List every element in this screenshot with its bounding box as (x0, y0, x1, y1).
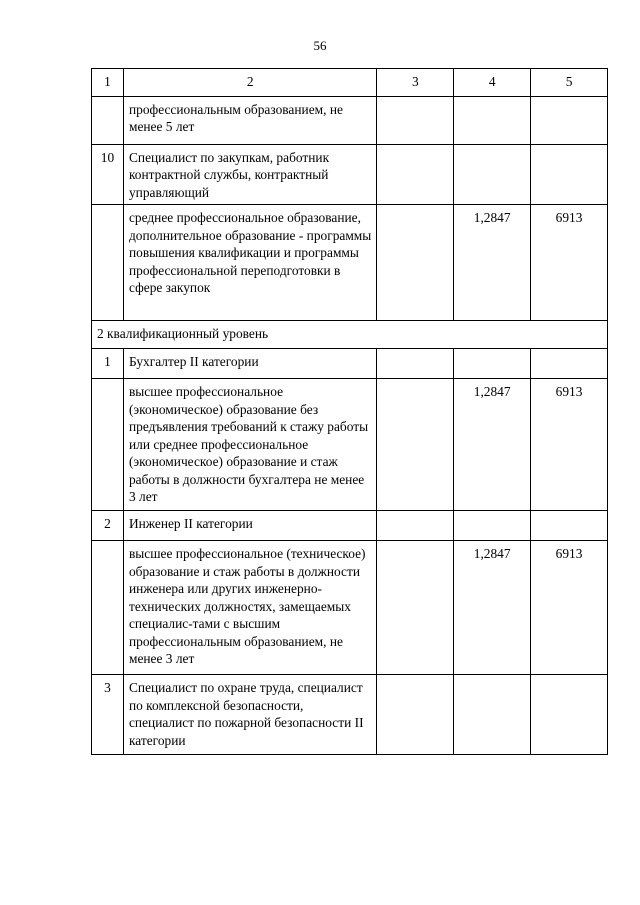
cell-col3 (377, 205, 454, 321)
cell-salary (531, 96, 608, 144)
row-number (92, 96, 124, 144)
table-row (92, 96, 608, 144)
cell-col3 (377, 349, 454, 379)
position-text: высшее профессиональное (экономическое) образование без предъявления требований к стажу работы или среднее профессиональное (экономическое) образование и стаж работы в должности бухгалтера не менее 3 лет (123, 379, 377, 511)
header-cell: 5 (531, 69, 608, 97)
row-number: 1 (92, 349, 124, 379)
cell-coefficient: 1,2847 (454, 541, 531, 675)
cell-salary (531, 144, 608, 205)
qualification-level-label: 2 квалификационный уровень (92, 321, 608, 349)
cell-coefficient (454, 144, 531, 205)
cell-salary (531, 511, 608, 541)
header-cell: 1 (92, 69, 124, 97)
cell-col3 (377, 144, 454, 205)
row-number (92, 205, 124, 321)
position-text: Бухгалтер II категории (123, 349, 377, 379)
qualification-table (91, 68, 608, 755)
row-number (92, 379, 124, 511)
table-row (92, 541, 608, 675)
table-row (92, 379, 608, 511)
row-number: 2 (92, 511, 124, 541)
header-cell: 2 (123, 69, 377, 97)
position-text: Инженер II категории (123, 511, 377, 541)
cell-coefficient (454, 511, 531, 541)
cell-salary (531, 675, 608, 755)
position-text: Специалист по закупкам, работник контрактной службы, контрактный управляющий (123, 144, 377, 205)
row-number (92, 541, 124, 675)
qualification-level-row (92, 321, 608, 349)
position-text: высшее профессиональное (техническое) образование и стаж работы в должности инженера или других инженерно-технических должностях, замещаемых специалис-тами с высшим профессиональным образованием, не менее 3 лет (123, 541, 377, 675)
row-number: 10 (92, 144, 124, 205)
row-number: 3 (92, 675, 124, 755)
position-text: среднее профессиональное образование, дополнительное образование - программы повышения квалификации и программы профессиональной переподготовки в сфере закупок (123, 205, 377, 321)
table-row (92, 205, 608, 321)
table-row (92, 511, 608, 541)
cell-salary: 6913 (531, 379, 608, 511)
cell-col3 (377, 96, 454, 144)
cell-col3 (377, 511, 454, 541)
cell-salary (531, 349, 608, 379)
header-cell: 4 (454, 69, 531, 97)
table-header-row (92, 69, 608, 97)
cell-col3 (377, 541, 454, 675)
position-text: Специалист по охране труда, специалист по комплексной безопасности, специалист по пожарной безопасности II категории (123, 675, 377, 755)
cell-coefficient (454, 675, 531, 755)
cell-salary: 6913 (531, 541, 608, 675)
cell-coefficient (454, 96, 531, 144)
page-number: 56 (313, 38, 327, 53)
cell-salary: 6913 (531, 205, 608, 321)
table-row (92, 144, 608, 205)
cell-coefficient: 1,2847 (454, 379, 531, 511)
cell-coefficient (454, 349, 531, 379)
cell-coefficient: 1,2847 (454, 205, 531, 321)
table-row (92, 675, 608, 755)
cell-col3 (377, 675, 454, 755)
position-text: профессиональным образованием, не менее 5 лет (123, 96, 377, 144)
table-row (92, 349, 608, 379)
cell-col3 (377, 379, 454, 511)
header-cell: 3 (377, 69, 454, 97)
